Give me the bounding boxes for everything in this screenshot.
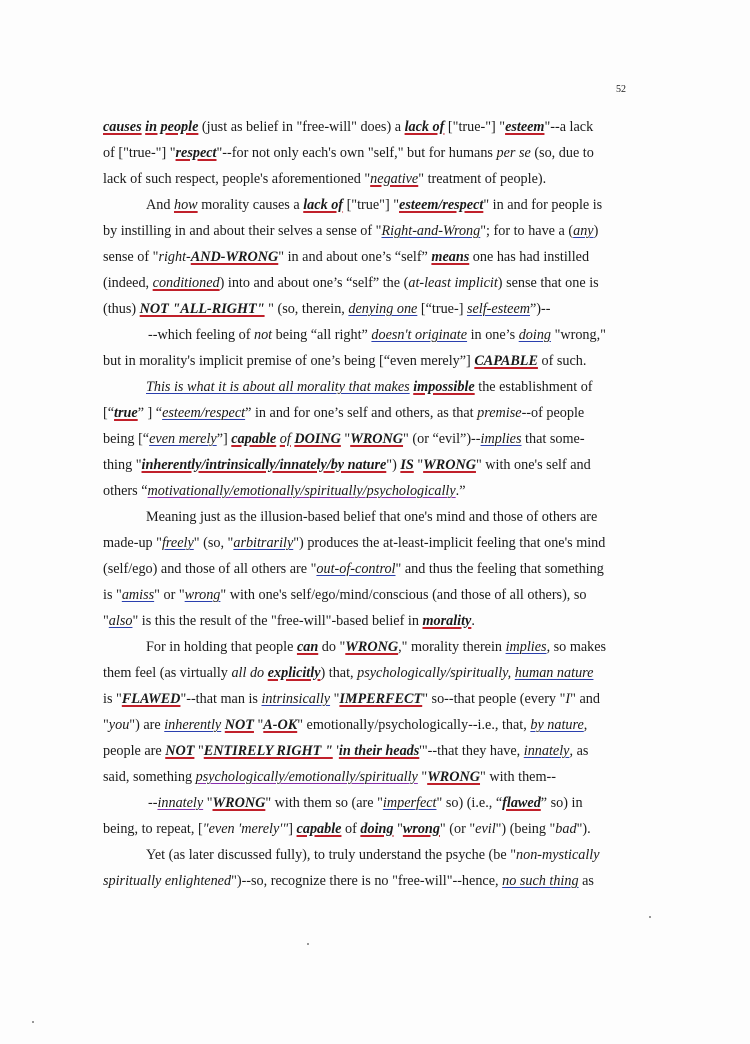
emphasized-text: human nature [514, 665, 594, 681]
emphasized-text: IS [400, 457, 414, 473]
emphasized-text: esteem/respect [162, 405, 246, 421]
text-line [103, 582, 628, 608]
text-run: (so, due to [530, 145, 594, 161]
text-line [103, 738, 628, 764]
emphasized-text: no such thing [502, 873, 579, 889]
text-run: right- [158, 249, 191, 265]
text-run: " so) (i.e., “ [436, 795, 503, 811]
text-run: " [340, 431, 351, 447]
text-run: , as [569, 743, 589, 759]
text-run: in one’s [467, 327, 519, 343]
text-line [103, 348, 628, 374]
emphasized-text: explicitly [267, 665, 321, 681]
emphasized-text: A-OK [263, 717, 298, 733]
text-run: "). [576, 821, 591, 837]
emphasized-text: wrong [402, 821, 440, 837]
page-number: 52 [616, 84, 626, 95]
emphasized-text: wrong [184, 587, 221, 603]
text-run: is " [103, 587, 122, 603]
emphasized-text: doing [518, 327, 552, 343]
emphasized-text: esteem/respect [399, 197, 484, 213]
text-run: evil [475, 821, 496, 837]
text-run: ”] [216, 431, 232, 447]
text-run: Yet (as later discussed fully), to truly understand the psyche (be " [146, 847, 516, 863]
scan-speck [649, 916, 651, 918]
text-run: " is this the result of the "free-will"-based belief in [132, 613, 423, 629]
text-run: others “ [103, 483, 148, 499]
emphasized-text: NOT [165, 743, 195, 759]
text-run: " treatment of people). [418, 171, 547, 187]
text-line [103, 634, 628, 660]
text-run: of ["true-"] " [103, 145, 176, 161]
scan-speck [32, 1021, 34, 1023]
emphasized-text: FLAWED [121, 691, 181, 707]
text-line [103, 218, 628, 244]
emphasized-text: This is what it is about all morality that makes [146, 379, 410, 395]
text-run: is " [103, 691, 122, 707]
text-line [103, 296, 628, 322]
text-run: ” so) in [540, 795, 583, 811]
emphasized-text: implies [480, 431, 522, 447]
emphasized-text: capable [296, 821, 342, 837]
text-run: " with them so (are " [265, 795, 383, 811]
text-run: And [146, 197, 174, 213]
text-run: at-least implicit [408, 275, 498, 291]
text-run: " in and for people is [483, 197, 603, 213]
text-run: ”)-- [530, 301, 551, 317]
text-run: ") produces the at-least-implicit feeling that one's mind [293, 535, 606, 551]
emphasized-text: in people [145, 119, 199, 135]
emphasized-text: arbitrarily [233, 535, 294, 551]
text-run: ) that, [320, 665, 358, 681]
text-line [103, 686, 628, 712]
emphasized-text: doesn't originate [371, 327, 468, 343]
text-run: " or " [154, 587, 185, 603]
text-line [103, 374, 628, 400]
text-run: "wrong," [551, 327, 606, 343]
text-run: of such. [537, 353, 587, 369]
text-run: not [253, 327, 273, 343]
text-run: " and thus the feeling that something [395, 561, 604, 577]
text-run: (indeed, [103, 275, 153, 291]
emphasized-text: ENTIRELY RIGHT " [203, 743, 333, 759]
emphasized-text: out-of-control [316, 561, 396, 577]
emphasized-text: inherently/intrinsically/innately/by nature [141, 457, 387, 473]
emphasized-text: WRONG [423, 457, 476, 473]
text-run: but in morality's implicit premise of one’s being [“even merely”] [103, 353, 475, 369]
emphasized-text: IMPERFECT [339, 691, 423, 707]
emphasized-text: NOT [224, 717, 254, 733]
text-run: '"--that they have, [419, 743, 524, 759]
emphasized-text: implies [505, 639, 547, 655]
scan-speck [307, 943, 309, 945]
emphasized-text: impossible [413, 379, 475, 395]
text-line [103, 166, 628, 192]
emphasized-text: Right-and-Wrong [381, 223, 481, 239]
emphasized-text: respect [175, 145, 217, 161]
text-run: ")--so, recognize there is no "free-will"--hence, [231, 873, 503, 889]
emphasized-text: also [108, 613, 133, 629]
text-run: being, to repeat, [ [103, 821, 203, 837]
text-line [103, 504, 628, 530]
text-run: "--for not only each's own "self," but for humans [216, 145, 497, 161]
emphasized-text: innately [523, 743, 570, 759]
text-run: ," morality therein [398, 639, 506, 655]
emphasized-text: even merely [149, 431, 217, 447]
emphasized-text: causes [103, 119, 142, 135]
text-run: thing " [103, 457, 142, 473]
text-run: sense of " [103, 249, 159, 265]
text-run: . [471, 613, 475, 629]
text-run: ” in and for one’s self and others, as that [245, 405, 478, 421]
emphasized-text: inherently [164, 717, 222, 733]
text-line [103, 452, 628, 478]
text-run: one has had instilled [469, 249, 590, 265]
text-run: ) [593, 223, 599, 239]
text-line [103, 842, 628, 868]
text-run: ” ] “ [137, 405, 163, 421]
text-run: people are [103, 743, 166, 759]
text-run: " (so, " [193, 535, 234, 551]
emphasized-text: esteem [505, 119, 545, 135]
text-run: (just as belief in "free-will" does) a [198, 119, 405, 135]
text-run: said, something [103, 769, 196, 785]
text-line [103, 556, 628, 582]
emphasized-text: by nature [530, 717, 584, 733]
text-run: , so makes [546, 639, 607, 655]
emphasized-text: imperfect [382, 795, 437, 811]
text-run: -- [148, 795, 158, 811]
text-run: " with one's self/ego/mind/conscious (and those of all others), so [220, 587, 587, 603]
text-run: "; for to have a ( [480, 223, 574, 239]
text-run: "--that man is [180, 691, 262, 707]
text-run: them feel (as virtually [103, 665, 232, 681]
text-run: of [341, 821, 361, 837]
emphasized-text: can [296, 639, 319, 655]
text-run: " with one's self and [475, 457, 591, 473]
text-line [103, 192, 628, 218]
text-run: that some- [521, 431, 585, 447]
text-run: , [583, 717, 588, 733]
text-run: ["true"] " [343, 197, 400, 213]
text-run: spiritually enlightened [103, 873, 232, 889]
text-line [103, 530, 628, 556]
text-run: psychologically/spiritually, [357, 665, 512, 681]
text-run: by instilling in and about their selves a sense of " [103, 223, 382, 239]
text-run: " [330, 691, 340, 707]
text-run: morality causes a [197, 197, 304, 213]
emphasized-text: negative [370, 171, 419, 187]
text-run: " [203, 795, 213, 811]
text-run: .” [455, 483, 466, 499]
text-run: Meaning just as the illusion-based belief that one's mind and those of others are [146, 509, 598, 525]
emphasized-text: lack of [404, 119, 445, 135]
text-line [103, 322, 628, 348]
text-run: ") (being " [495, 821, 556, 837]
emphasized-text: conditioned [152, 275, 220, 291]
text-line [103, 608, 628, 634]
emphasized-text: morality [422, 613, 472, 629]
text-run: --which feeling of [148, 327, 254, 343]
text-run: --of people [521, 405, 585, 421]
emphasized-text: how [173, 197, 198, 213]
emphasized-text: WRONG [427, 769, 481, 785]
text-line [103, 270, 628, 296]
emphasized-text: WRONG [345, 639, 399, 655]
text-run: "even 'merely'" [202, 821, 289, 837]
text-run: do " [318, 639, 346, 655]
text-run: " [194, 743, 204, 759]
emphasized-text: any [573, 223, 594, 239]
text-run: bad [555, 821, 577, 837]
emphasized-text: innately [157, 795, 204, 811]
text-run: " emotionally/psychologically--i.e., that, [297, 717, 531, 733]
text-line [103, 114, 628, 140]
emphasized-text: true [114, 405, 138, 421]
text-run: [“ [103, 405, 115, 421]
emphasized-text: amiss [121, 587, 155, 603]
text-run: ) sense that one is [497, 275, 599, 291]
emphasized-text: self-esteem [466, 301, 530, 317]
text-run: premise [477, 405, 522, 421]
text-line [103, 660, 628, 686]
text-run: " [103, 717, 109, 733]
text-run: all do [231, 665, 265, 681]
text-run: ") are [129, 717, 165, 733]
text-run: " and [570, 691, 600, 707]
text-run: " (so, therein, [264, 301, 349, 317]
emphasized-text: psychologically/emotionally/spiritually [195, 769, 418, 785]
text-run: being “all right” [272, 327, 372, 343]
text-run: " (or " [439, 821, 476, 837]
text-line [103, 764, 628, 790]
text-run: For in holding that people [146, 639, 297, 655]
text-line [103, 426, 628, 452]
text-run: ' [332, 743, 339, 759]
text-line [103, 712, 628, 738]
text-line [103, 478, 628, 504]
text-run: ] [288, 821, 297, 837]
emphasized-text: means [431, 249, 470, 265]
emphasized-text: doing [360, 821, 394, 837]
emphasized-text: in their heads [338, 743, 420, 759]
emphasized-text: CAPABLE [474, 353, 538, 369]
text-run: " [393, 821, 403, 837]
text-run: [“true-] [417, 301, 467, 317]
text-line [103, 140, 628, 166]
text-run: " [417, 769, 428, 785]
emphasized-text: lack of [303, 197, 344, 213]
emphasized-text: intrinsically [261, 691, 331, 707]
text-run: I [565, 691, 571, 707]
text-line [103, 400, 628, 426]
text-run: " [103, 613, 109, 629]
text-run: " [413, 457, 424, 473]
text-run: " (or “evil”)-- [403, 431, 481, 447]
text-run: being [“ [103, 431, 150, 447]
text-run: " so--that people (every " [422, 691, 566, 707]
text-run: " [253, 717, 264, 733]
emphasized-text: capable [231, 431, 277, 447]
text-run: " with them-- [480, 769, 556, 785]
text-run: "--a lack [544, 119, 594, 135]
text-run: ["true-"] " [444, 119, 506, 135]
emphasized-text: of [279, 431, 291, 447]
body-text [103, 114, 628, 894]
text-run: as [578, 873, 594, 889]
text-line [103, 244, 628, 270]
emphasized-text: NOT "ALL-RIGHT" [139, 301, 265, 317]
emphasized-text: denying one [348, 301, 418, 317]
text-run: non-mystically [516, 847, 600, 863]
text-run: ") [386, 457, 401, 473]
text-run: you [108, 717, 130, 733]
text-run: (self/ego) and those of all others are " [103, 561, 317, 577]
text-run: the establishment of [474, 379, 593, 395]
emphasized-text: DOING [294, 431, 341, 447]
emphasized-text: flawed [502, 795, 541, 811]
text-run: lack of such respect, people's aforementioned " [103, 171, 371, 187]
emphasized-text: WRONG [212, 795, 266, 811]
emphasized-text: motivationally/emotionally/spiritually/psychologically [147, 483, 456, 499]
emphasized-text: WRONG [350, 431, 404, 447]
text-line [103, 868, 628, 894]
text-run: per se [496, 145, 531, 161]
emphasized-text: AND-WRONG [190, 249, 279, 265]
emphasized-text: freely [161, 535, 194, 551]
text-line [103, 790, 628, 816]
text-line [103, 816, 628, 842]
text-run: ) into and about one’s “self” the ( [219, 275, 409, 291]
text-run: made-up " [103, 535, 162, 551]
text-run: " in and about one’s “self” [278, 249, 432, 265]
text-run: (thus) [103, 301, 140, 317]
